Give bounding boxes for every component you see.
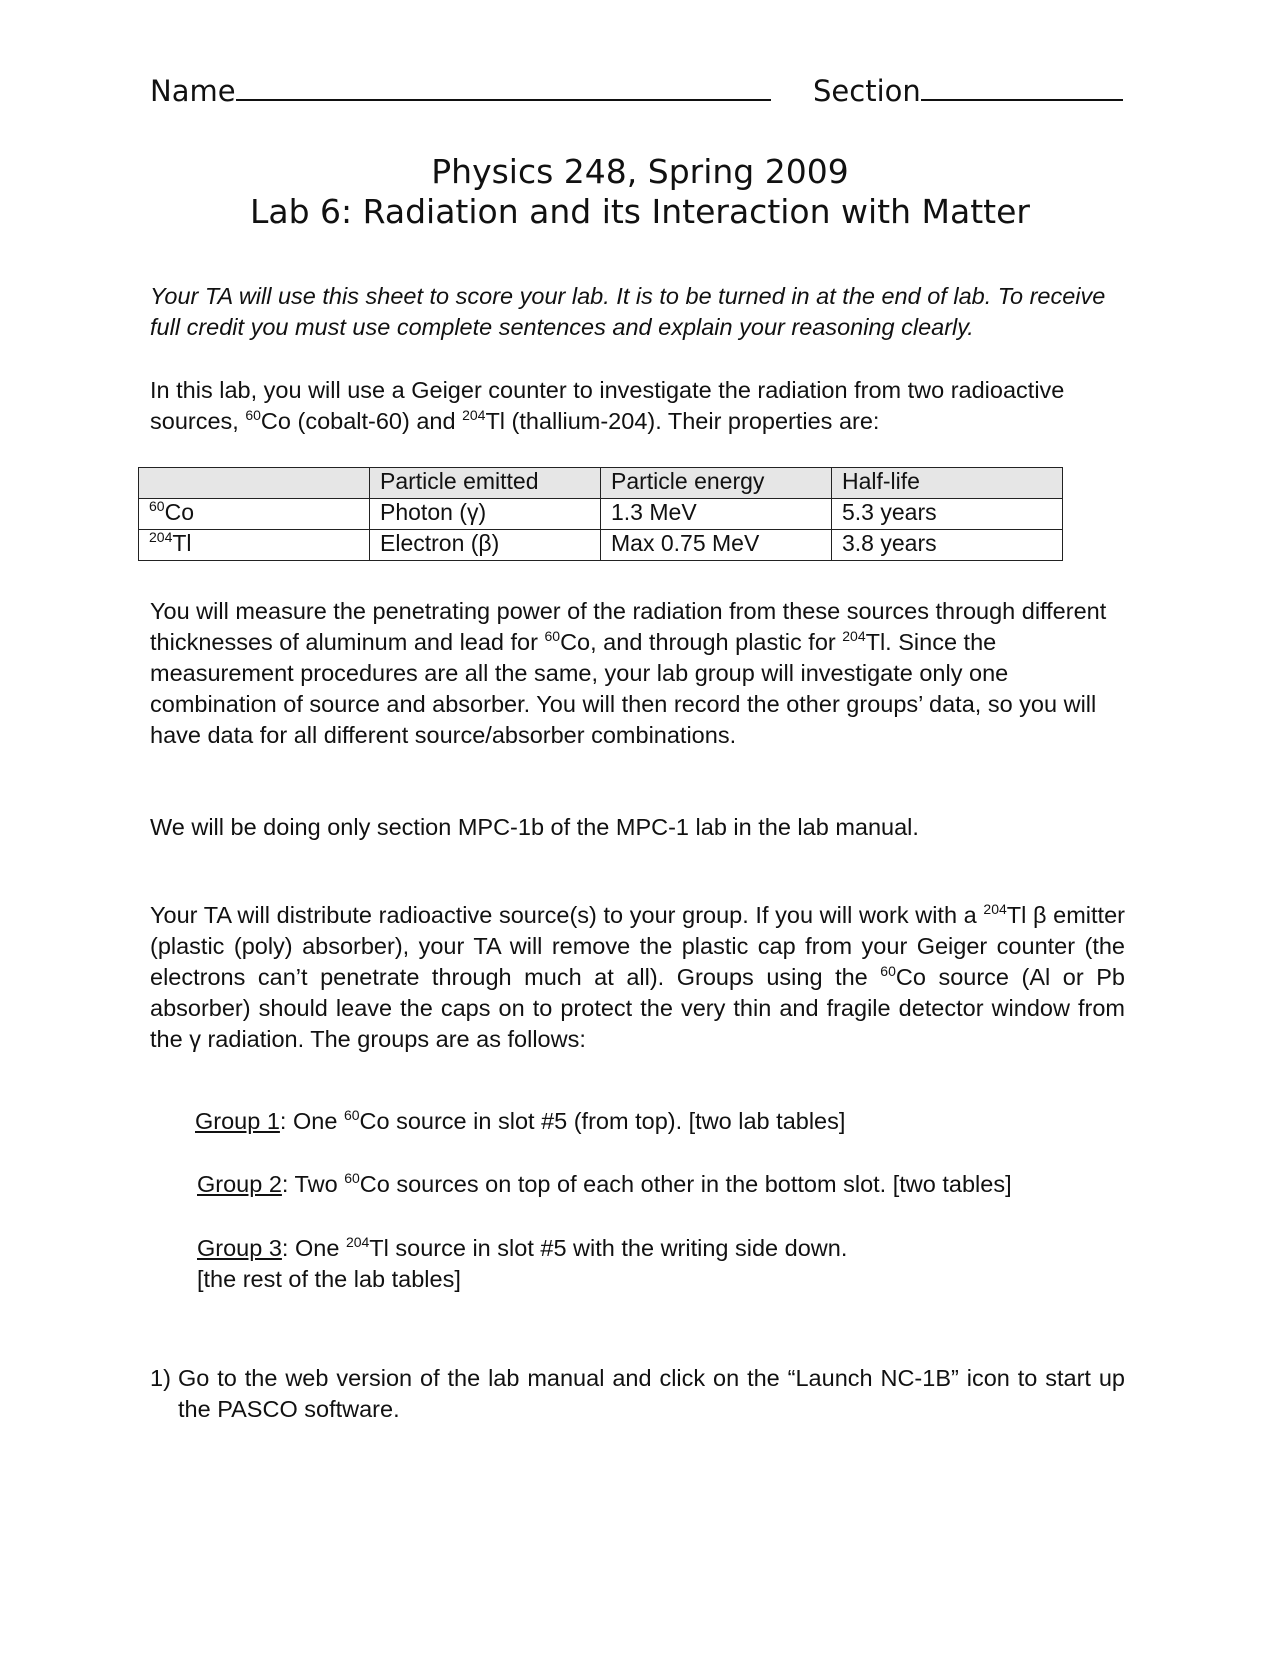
group-2-item xyxy=(197,1171,1012,1198)
particle-cell: Photon (γ) xyxy=(370,499,601,530)
isotope-cell xyxy=(139,530,370,561)
text-run: In this lab, you will use a Geiger counter to investigate the radiation from two radioactive sources, xyxy=(150,377,1065,434)
question-number: 1) xyxy=(150,1365,171,1391)
superscript: 60 xyxy=(880,963,896,979)
table-row xyxy=(139,499,1063,530)
group-label: Group 3 xyxy=(197,1235,282,1261)
section-label: Section xyxy=(813,74,921,108)
superscript: 204 xyxy=(345,1234,370,1250)
measurement-paragraph xyxy=(150,596,1125,751)
name-field xyxy=(150,74,771,108)
intro-paragraph xyxy=(150,375,1125,437)
text-run: Co source in slot #5 (from top). [two lab tables] xyxy=(359,1108,846,1134)
text-run: You will measure the penetrating power of the radiation from these sources through different thicknesses of aluminum and lead for xyxy=(150,598,1107,655)
table-header-cell: Half-life xyxy=(832,468,1063,499)
particle-cell: Electron (β) xyxy=(370,530,601,561)
instructions-paragraph: Your TA will use this sheet to score your lab. It is to be turned in at the end of lab. To receive full credit you must use complete sentences and explain your reasoning clearly. xyxy=(150,283,1106,340)
text-run: Your TA will distribute radioactive source(s) to your group. If you will work with a xyxy=(150,902,984,928)
text-run: Tl (thallium-204). Their properties are: xyxy=(485,408,880,434)
superscript: 204 xyxy=(842,628,866,644)
energy-cell: Max 0.75 MeV xyxy=(601,530,832,561)
text-run: Tl source in slot #5 with the writing side down. xyxy=(369,1235,848,1261)
course-title: Physics 248, Spring 2009 xyxy=(431,152,849,191)
table-header-cell: Particle emitted xyxy=(370,468,601,499)
text-run: : Two xyxy=(281,1171,345,1197)
table-header-cell: Particle energy xyxy=(601,468,832,499)
text-run: Co sources on top of each other in the bottom slot. [two tables] xyxy=(359,1171,1012,1197)
text-run: Co source (Al or Pb absorber) should leave the caps on to protect the very thin and fragile detector window from the γ radiation. The groups are as follows: xyxy=(150,964,1125,1052)
table-row xyxy=(139,530,1063,561)
group-label: Group 2 xyxy=(197,1171,282,1197)
isotope-cell xyxy=(139,499,370,530)
superscript: 60 xyxy=(245,407,261,423)
question-text: Go to the web version of the lab manual and click on the “Launch NC-1B” icon to start up the PASCO software. xyxy=(178,1365,1125,1422)
energy-cell: 1.3 MeV xyxy=(601,499,832,530)
text-run: : One xyxy=(281,1235,346,1261)
halflife-cell: 3.8 years xyxy=(832,530,1063,561)
group-1-item xyxy=(195,1108,845,1135)
isotope-symbol: Co xyxy=(164,499,194,525)
superscript: 60 xyxy=(544,628,561,644)
source-properties-table xyxy=(138,467,1063,561)
text-run: [the rest of the lab tables] xyxy=(197,1266,461,1292)
superscript: 60 xyxy=(149,498,165,514)
text-run: Co, and through plastic for xyxy=(560,629,843,655)
group-3-item xyxy=(197,1233,847,1295)
halflife-cell: 5.3 years xyxy=(832,499,1063,530)
name-label: Name xyxy=(150,74,236,108)
superscript: 60 xyxy=(343,1107,360,1123)
table-header-cell xyxy=(139,468,370,499)
name-blank-line[interactable] xyxy=(236,77,771,101)
superscript: 204 xyxy=(149,529,173,545)
text-run: Tl. Since the measurement procedures are all the same, your lab group will investigate only one combination of source and absorber. You will then record the other groups’ data, so you will have data for all different source/absorber combinations. xyxy=(150,629,1097,748)
text-run: Tl β emitter (plastic (poly) absorber), your TA will remove the plastic cap from your Geiger counter (the electrons can’t penetrate through much at all). Groups using the xyxy=(150,902,1125,990)
superscript: 204 xyxy=(462,407,486,423)
text-run: : One xyxy=(279,1108,344,1134)
lab-title: Lab 6: Radiation and its Interaction with Matter xyxy=(250,192,1030,231)
section-note-paragraph: We will be doing only section MPC-1b of the MPC-1 lab in the lab manual. xyxy=(150,814,919,840)
distribution-paragraph xyxy=(150,900,1125,1055)
section-blank-line[interactable] xyxy=(921,77,1123,101)
superscript: 204 xyxy=(983,901,1007,917)
isotope-symbol: Tl xyxy=(172,530,192,556)
section-field xyxy=(813,74,1123,108)
text-run: Co (cobalt-60) and xyxy=(260,408,463,434)
group-label: Group 1 xyxy=(195,1108,280,1134)
table-header-row xyxy=(139,468,1063,499)
superscript: 60 xyxy=(344,1170,360,1186)
